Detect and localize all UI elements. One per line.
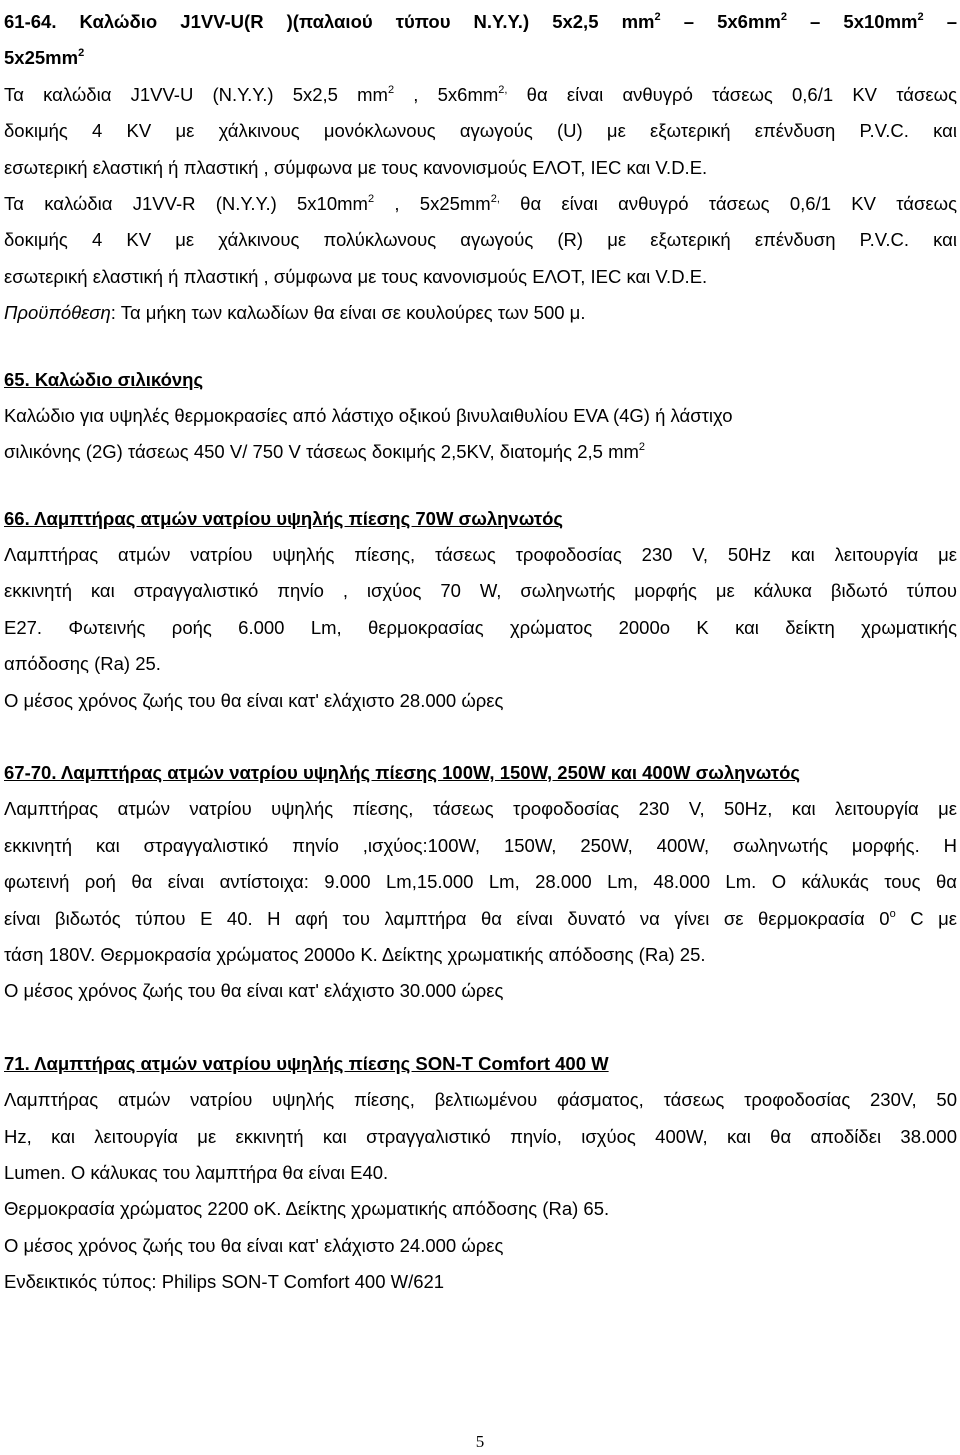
page-number: 5 [475,1432,485,1451]
paragraph-line: δοκιμής 4 KV με χάλκινους μονόκλωνους αγωγούς (U) με εξωτερική επένδυση P.V.C. και [4,120,957,142]
paragraph-line: δοκιμής 4 KV με χάλκινους πολύκλωνους αγωγούς (R) με εξωτερική επένδυση P.V.C. και [4,229,957,251]
paragraph-line: απόδοσης (Ra) 25. [4,653,161,675]
paragraph-line: Καλώδιο για υψηλές θερμοκρασίες από λάστιχο οξικού βινυλαιθυλίου EVA (4G) ή λάστιχο [4,404,733,426]
paragraph-line: Λαμπτήρας ατμών νατρίου υψηλής πίεσης, βελτιωμένου φάσματος, τάσεως τροφοδοσίας 230V, 50 [4,1089,957,1111]
section-heading-67-70: 67-70. Λαμπτήρας ατμών νατρίου υψηλής πίεσης 100W, 150W, 250W και 400W σωληνωτός [4,762,801,784]
paragraph-line: Θερμοκρασία χρώματος 2200 οΚ. Δείκτης χρωματικής απόδοσης (Ra) 65. [4,1198,610,1220]
prerequisite-line: Προϋπόθεση: Τα μήκη των καλωδίων θα είναι σε κουλούρες των 500 μ. [4,302,586,324]
section-title-61-64: 61-64. Καλώδιο J1VV-U(R )(παλαιού τύπου Ν.Υ.Υ.) 5x2,5 $mm^2 - 5x6mm^2 - 5x10mm^2$ – [4,11,957,32]
paragraph-line: Τα καλώδια J1VV-R (N.Y.Y.) $5x10mm^2$ , $5x25mm^{2,}$ θα είναι ανθυγρό τάσεως 0,6/1 KV τάσεως [4,192,957,214]
paragraph-line: Λαμπτήρας ατμών νατρίου υψηλής πίεσης, τάσεως τροφοδοσίας 230 V, 50Hz και λειτουργία με [4,544,957,566]
paragraph-line: Λαμπτήρας ατμών νατρίου υψηλής πίεσης, τάσεως τροφοδοσίας 230 V, 50Hz, και λειτουργία με [4,798,957,820]
paragraph-line: εκκινητή και στραγγαλιστικό πηνίο ,ισχύος:100W, 150W, 250W, 400W, σωληνωτής μορφής. Η [4,834,957,856]
paragraph-line: τάση 180V. Θερμοκρασία χρώματος 2000ο Κ. Δείκτης χρωματικής απόδοσης (Ra) 25. [4,943,706,965]
paragraph-line: εσωτερική ελαστική ή πλαστική , σύμφωνα με τους κανονισμούς ΕΛΟΤ, IEC και V.D.E. [4,156,708,178]
paragraph-line: Ο μέσος χρόνος ζωής του θα είναι κατ' ελάχιστο 30.000 ώρες [4,980,504,1002]
section-heading-65: 65. Καλώδιο σιλικόνης [4,368,204,390]
section-heading-71: 71. Λαμπτήρας ατμών νατρίου υψηλής πίεσης SON-T Comfort 400 W [4,1052,609,1074]
paragraph-line: εκκινητή και στραγγαλιστικό πηνίο , ισχύος 70 W, σωληνωτής μορφής με κάλυκα βιδωτό τύπου [4,580,957,602]
paragraph-line: Ενδεικτικός τύπος: Philips SON-T Comfort 400 W/621 [4,1271,445,1293]
paragraph-line: φωτεινή ροή θα είναι αντίστοιχα: 9.000 Lm,15.000 Lm, 28.000 Lm, 48.000 Lm. Ο κάλυκάς τους θα [4,871,957,893]
paragraph-line: Ο μέσος χρόνος ζωής του θα είναι κατ' ελάχιστο 28.000 ώρες [4,689,504,711]
paragraph-line: είναι βιδωτός τύπου Ε 40. Η αφή του λαμπτήρα θα είναι δυνατό να γίνει σε θερμοκρασία $0^o$ C με [4,907,957,929]
section-heading-66: 66. Λαμπτήρας ατμών νατρίου υψηλής πίεσης 70W σωληνωτός [4,507,564,529]
paragraph-line: σιλικόνης (2G) τάσεως 450 V/ 750 V τάσεως δοκιμής 2,5KV, διατομής 2,5 $mm^2$ [4,441,646,463]
paragraph-line: Lumen. Ο κάλυκας του λαμπτήρα θα είναι Ε40. [4,1161,389,1183]
prerequisite-label: Προϋπόθεση [4,302,111,324]
paragraph-line: Ο μέσος χρόνος ζωής του θα είναι κατ' ελάχιστο 24.000 ώρες [4,1234,504,1256]
paragraph-line: E27. Φωτεινής ροής 6.000 Lm, θερμοκρασίας χρώματος 2000ο Κ και δείκτη χρωματικής [4,616,957,638]
section-title-61-64-cont: $5x25mm^2$ [4,47,85,69]
paragraph-line: εσωτερική ελαστική ή πλαστική , σύμφωνα με τους κανονισμούς ΕΛΟΤ, IEC και V.D.E. [4,265,708,287]
paragraph-line: Hz, και λειτουργία με εκκινητή και στραγγαλιστικό πηνίο, ισχύος 400W, και θα αποδίδει 38.000 [4,1125,957,1147]
paragraph-line: Τα καλώδια J1VV-U (N.Y.Y.) 5x2,5 $mm^2$ , $5x6mm^{2,}$ θα είναι ανθυγρό τάσεως 0,6/1 KV τάσεως [4,83,957,105]
